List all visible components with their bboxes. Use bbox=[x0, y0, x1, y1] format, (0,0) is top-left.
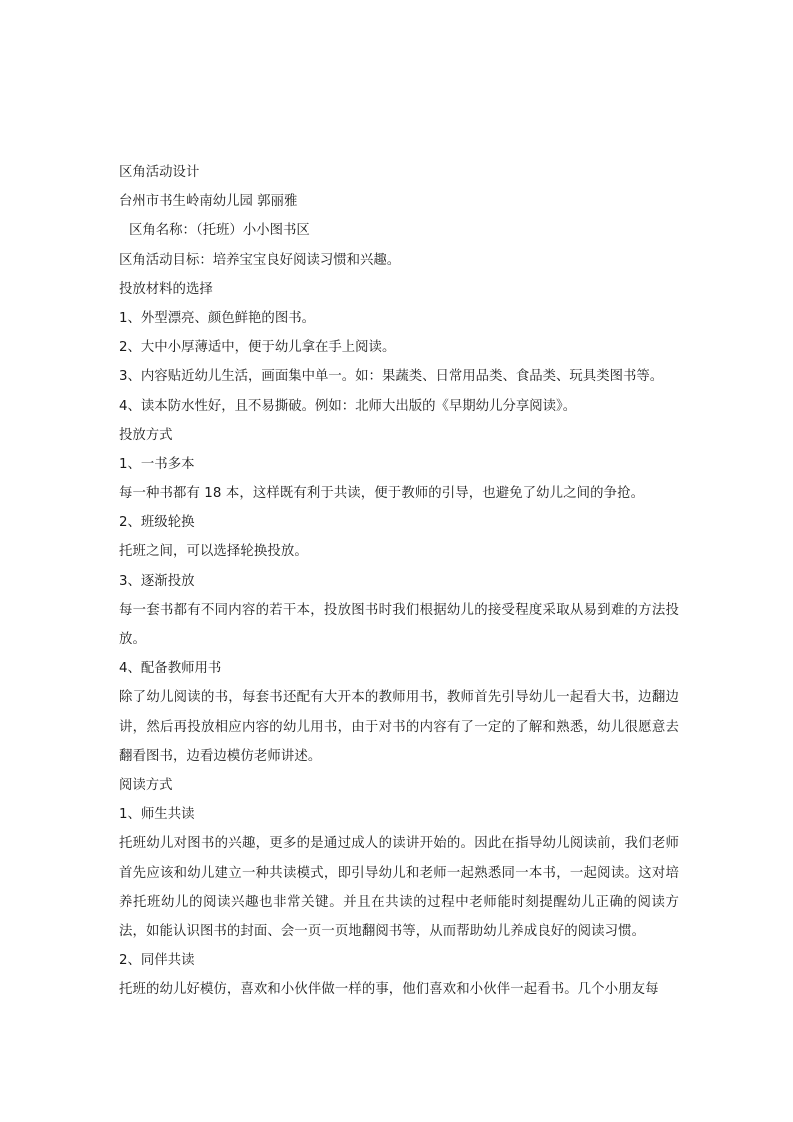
document-body bbox=[119, 158, 679, 1005]
area-name: 区角名称：（托班）小小图书区 bbox=[129, 223, 310, 239]
method-text: 除了幼儿阅读的书，每套书还配有大开本的教师用书，教师首先引导幼儿一起看大书，边翻边讲，然后再投放相应内容的幼儿用书，由于对书的内容有了一定的了解和熟悉，幼儿很愿意去翻看图书，边看边模仿老师讲述。 bbox=[119, 690, 679, 764]
doc-author: 台州市书生岭南幼儿园 郭丽雅 bbox=[119, 194, 298, 210]
method-title: 4、配备教师用书 bbox=[119, 661, 222, 677]
materials-item: 3、内容贴近幼儿生活，画面集中单一。如：果蔬类、日常用品类、食品类、玩具类图书等。 bbox=[119, 369, 664, 385]
reading-text: 托班的幼儿好模仿，喜欢和小伙伴做一样的事，他们喜欢和小伙伴一起看书。几个小朋友每 bbox=[119, 982, 659, 998]
method-text: 托班之间，可以选择轮换投放。 bbox=[119, 544, 308, 560]
method-title: 2、班级轮换 bbox=[119, 515, 195, 531]
method-title: 3、逐渐投放 bbox=[119, 573, 195, 589]
materials-item: 2、大中小厚薄适中，便于幼儿拿在手上阅读。 bbox=[119, 340, 396, 356]
doc-title: 区角活动设计 bbox=[119, 165, 200, 180]
materials-item: 1、外型漂亮、颜色鲜艳的图书。 bbox=[119, 310, 315, 326]
reading-heading: 阅读方式 bbox=[119, 778, 173, 794]
reading-text: 托班幼儿对图书的兴趣，更多的是通过成人的读讲开始的。因此在指导幼儿阅读前，我们老师首先应该和幼儿建立一种共读模式，即引导幼儿和老师一起熟悉同一本书，一起阅读。这对培养托班幼儿的阅读兴趣也非常关键。并且在共读的过程中老师能时刻提醒幼儿正确的阅读方法，如能认识图书的封面、会一页一页地翻阅书等，从而帮助幼儿养成良好的阅读习惯。 bbox=[119, 836, 679, 940]
reading-title: 1、师生共读 bbox=[119, 807, 195, 823]
materials-item: 4、读本防水性好，且不易撕破。例如：北师大出版的《早期幼儿分享阅读》。 bbox=[119, 398, 577, 414]
method-text: 每一种书都有 18 本，这样既有利于共读，便于教师的引导，也避免了幼儿之间的争抢。 bbox=[119, 486, 645, 502]
method-text: 每一套书都有不同内容的若干本，投放图书时我们根据幼儿的接受程度采取从易到难的方法投放。 bbox=[119, 602, 679, 648]
activity-goal: 区角活动目标：培养宝宝良好阅读习惯和兴趣。 bbox=[119, 252, 401, 268]
reading-title: 2、同伴共读 bbox=[119, 953, 195, 969]
method-title: 1、一书多本 bbox=[119, 456, 195, 472]
method-heading: 投放方式 bbox=[119, 427, 173, 443]
materials-heading: 投放材料的选择 bbox=[119, 281, 213, 297]
